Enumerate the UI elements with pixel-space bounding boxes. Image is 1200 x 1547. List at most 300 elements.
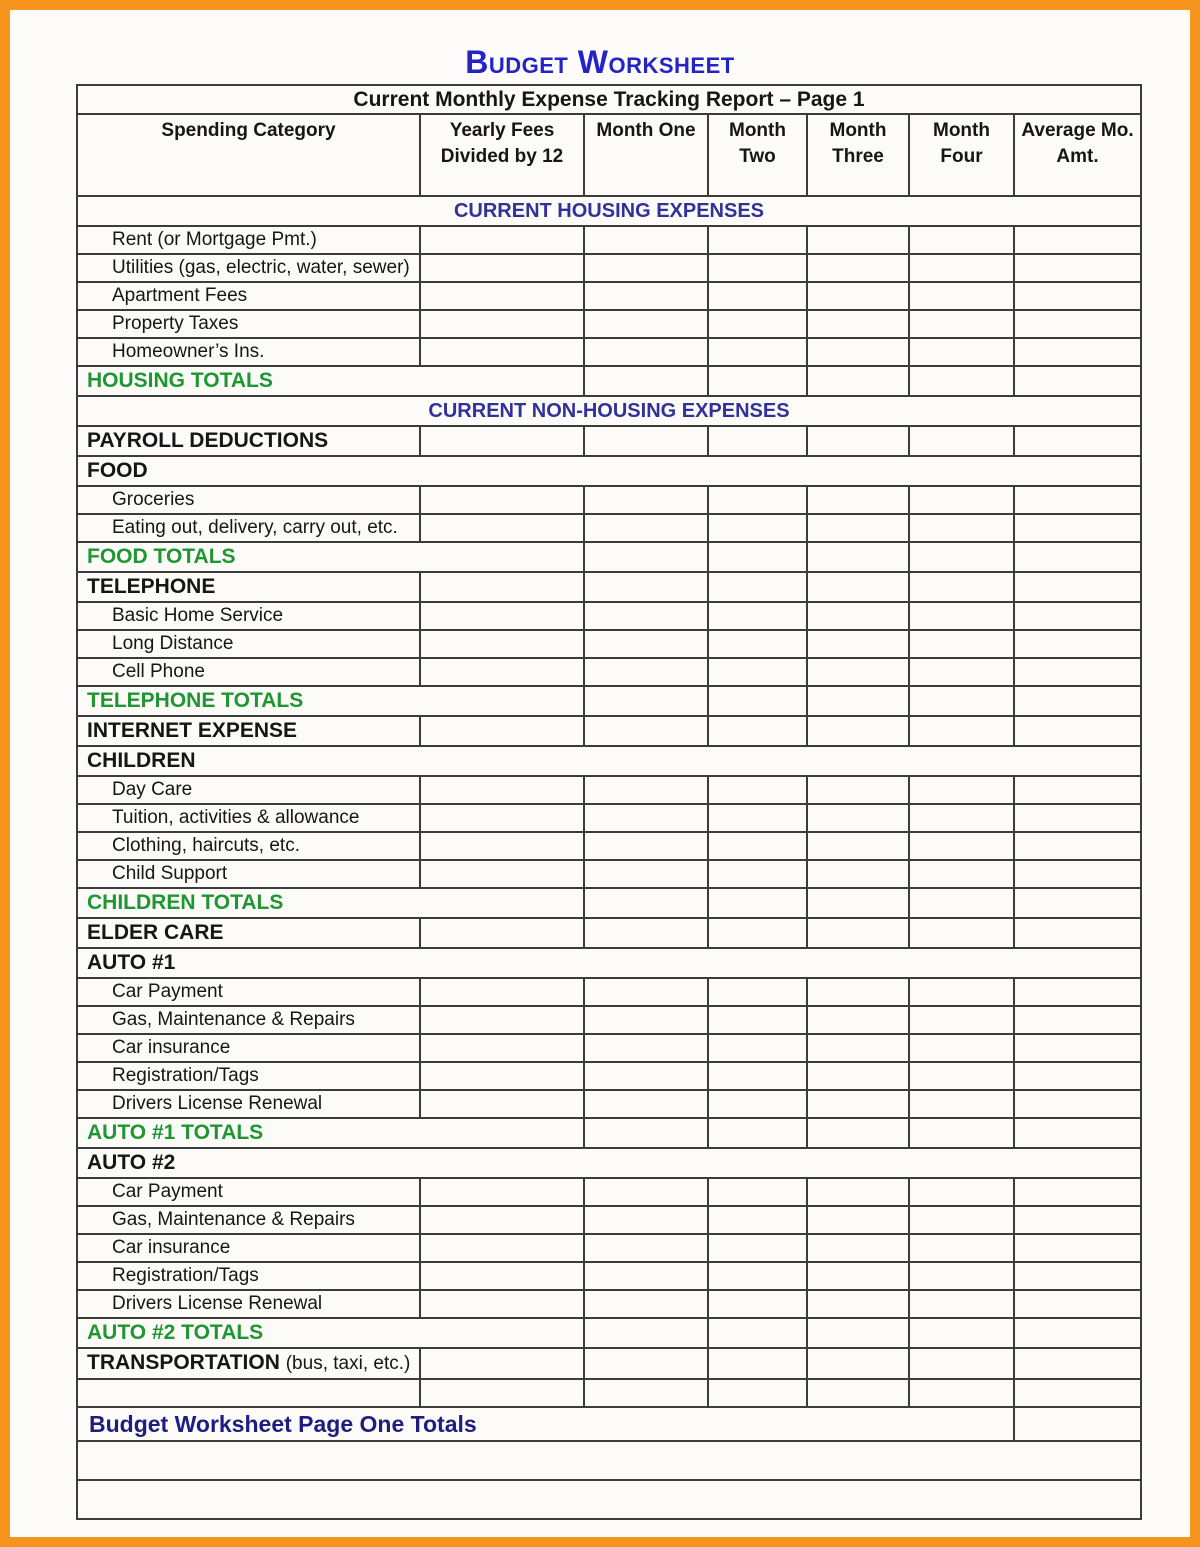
amount-cell [420,1348,584,1379]
amount-cell [584,1318,708,1348]
totals-row [77,1118,1141,1148]
amount-cell [420,572,584,602]
budget-table [76,84,1142,1520]
amount-cell [1014,1006,1141,1034]
amount-cell [807,716,909,746]
category-group-header: FOOD [77,456,1141,486]
item-row [77,310,1141,338]
amount-cell [1014,860,1141,888]
totals-row [77,686,1141,716]
amount-cell [909,226,1014,254]
expense-item-label [77,254,420,282]
expense-item-label [77,978,420,1006]
amount-cell [708,602,807,630]
label-text: Drivers License Renewal [112,1093,323,1114]
label-text: Clothing, haircuts, etc. [112,835,300,856]
amount-cell [807,572,909,602]
amount-cell [1014,602,1141,630]
amount-cell [807,486,909,514]
amount-cell [420,658,584,686]
amount-cell [584,602,708,630]
amount-cell [1014,918,1141,948]
amount-cell [807,686,909,716]
amount-cell [708,514,807,542]
amount-cell [584,978,708,1006]
expense-item-label [77,1262,420,1290]
blank-cell [77,1441,1141,1480]
amount-cell [807,658,909,686]
amount-cell [807,1379,909,1407]
expense-item-label [77,1178,420,1206]
expense-item-label [77,602,420,630]
expense-item-label [77,1234,420,1262]
section-header: CURRENT NON-HOUSING EXPENSES [77,396,1141,426]
amount-cell [1014,282,1141,310]
category-group-header: CHILDREN [77,746,1141,776]
amount-cell [807,1006,909,1034]
amount-cell [708,254,807,282]
amount-cell [909,282,1014,310]
amount-cell [420,486,584,514]
amount-cell [909,1178,1014,1206]
amount-cell [584,1379,708,1407]
amount-cell [584,514,708,542]
amount-cell [708,542,807,572]
amount-cell [1014,686,1141,716]
amount-cell [1014,658,1141,686]
amount-cell [909,542,1014,572]
item-row [77,978,1141,1006]
label-text: ELDER CARE [87,921,224,944]
item-row [77,1206,1141,1234]
item-row [77,338,1141,366]
amount-cell [420,1178,584,1206]
expense-item-label [77,1034,420,1062]
amount-cell [1014,776,1141,804]
amount-cell [807,1034,909,1062]
expense-item-label [77,338,420,366]
amount-cell [584,1262,708,1290]
amount-cell [1014,486,1141,514]
pagetotals-row [77,1407,1141,1441]
amount-cell [708,486,807,514]
amount-cell [1014,1379,1141,1407]
amount-cell [909,1006,1014,1034]
amount-cell [584,1178,708,1206]
item-row [77,1090,1141,1118]
amount-cell [807,602,909,630]
amount-cell [807,282,909,310]
amount-cell [909,716,1014,746]
amount-cell [708,832,807,860]
amount-cell [708,804,807,832]
amount-cell [909,572,1014,602]
expense-item-label [77,1090,420,1118]
amount-cell [584,776,708,804]
column-header-row [77,114,1141,196]
amount-cell [708,888,807,918]
amount-cell [909,602,1014,630]
amount-cell [909,514,1014,542]
page-title: Budget Worksheet [465,44,735,80]
amount-cell [1014,804,1141,832]
expense-item-label [77,658,420,686]
label-text: Rent (or Mortgage Pmt.) [112,229,317,250]
amount-cell [584,1348,708,1379]
amount-cell [1014,1118,1141,1148]
amount-cell [909,630,1014,658]
amount-cell [1014,226,1141,254]
amount-cell [909,1379,1014,1407]
amount-cell [807,542,909,572]
amount-cell [708,1178,807,1206]
label-text: Utilities (gas, electric, water, sewer) [112,257,410,278]
label-text: TELEPHONE [87,575,216,598]
amount-cell [708,226,807,254]
amount-cell [708,366,807,396]
label-text: Child Support [112,863,228,884]
item-row [77,1178,1141,1206]
amount-cell [909,918,1014,948]
label-text: Cell Phone [112,661,205,682]
label-text: INTERNET EXPENSE [87,719,298,742]
label-text: Car Payment [112,981,223,1002]
label-text: Car insurance [112,1037,231,1058]
label-text: Tuition, activities & allowance [112,807,360,828]
amount-cell [909,1118,1014,1148]
amount-cell [1014,832,1141,860]
item-row [77,514,1141,542]
item-row [77,1290,1141,1318]
amount-cell [909,1206,1014,1234]
amount-cell [708,1034,807,1062]
amount-cell [1014,542,1141,572]
amount-cell [1014,716,1141,746]
label-text: Homeowner’s Ins. [112,341,265,362]
expense-item-label [77,1379,420,1407]
amount-cell [1014,572,1141,602]
amount-cell [584,888,708,918]
amount-cell [584,254,708,282]
amount-cell [909,1034,1014,1062]
amount-cell [420,254,584,282]
report-subtitle: Current Monthly Expense Tracking Report – Page 1 [77,85,1141,114]
amount-cell [807,338,909,366]
groupwide-row [77,746,1141,776]
amount-cell [420,1290,584,1318]
amount-cell [708,1234,807,1262]
expense-item-label [77,1206,420,1234]
amount-cell [1014,310,1141,338]
amount-cell [1014,1234,1141,1262]
amount-cell [807,426,909,456]
expense-item-label [77,282,420,310]
amount-cell [420,310,584,338]
amount-cell [1014,630,1141,658]
blank-cell [77,1480,1141,1519]
label-text: TRANSPORTATION [87,1351,280,1374]
amount-cell [420,1379,584,1407]
amount-cell [708,426,807,456]
amount-cell [584,426,708,456]
item-row [77,860,1141,888]
table-body [77,196,1141,1519]
amount-cell [909,1090,1014,1118]
amount-cell [708,282,807,310]
amount-cell [909,426,1014,456]
amount-cell [708,716,807,746]
amount-cell [909,1348,1014,1379]
amount-cell [708,776,807,804]
item-row [77,1034,1141,1062]
amount-cell [420,1090,584,1118]
amount-cell [420,630,584,658]
group-row [77,426,1141,456]
label-text: Drivers License Renewal [112,1293,323,1314]
amount-cell [1014,366,1141,396]
totals-row [77,542,1141,572]
amount-cell [420,1206,584,1234]
column-header: Month Four [909,114,1014,196]
section-row [77,196,1141,226]
amount-cell [584,1062,708,1090]
category-group-label [77,572,420,602]
amount-cell [708,1118,807,1148]
totals-row [77,366,1141,396]
amount-cell [708,1379,807,1407]
expense-item-label [77,514,420,542]
amount-cell [807,776,909,804]
amount-cell [584,1118,708,1148]
expense-item-label [77,310,420,338]
column-header: Yearly Fees Divided by 12 [420,114,584,196]
amount-cell [584,572,708,602]
category-group-header: AUTO #1 [77,948,1141,978]
amount-cell [1014,1178,1141,1206]
item-row [77,282,1141,310]
report-subtitle-row [77,85,1141,114]
amount-cell [807,630,909,658]
amount-cell [708,630,807,658]
amount-cell [807,514,909,542]
expense-item-label [77,860,420,888]
amount-cell [1014,254,1141,282]
amount-cell [807,978,909,1006]
amount-cell [1014,1090,1141,1118]
item-row [77,1262,1141,1290]
label-text: Eating out, delivery, carry out, etc. [112,517,398,538]
amount-cell [708,686,807,716]
expense-item-label [77,1290,420,1318]
totals-label: CHILDREN TOTALS [77,888,584,918]
label-text: Registration/Tags [112,1265,259,1286]
amount-cell [708,310,807,338]
amount-cell [1014,338,1141,366]
amount-cell [708,1290,807,1318]
amount-cell [420,1234,584,1262]
amount-cell [708,572,807,602]
amount-cell [909,310,1014,338]
amount-cell [1014,1290,1141,1318]
amount-cell [1014,1034,1141,1062]
amount-cell [708,860,807,888]
amount-cell [584,832,708,860]
totals-label: HOUSING TOTALS [77,366,584,396]
amount-cell [420,716,584,746]
amount-cell [584,1290,708,1318]
amount-cell [807,804,909,832]
amount-cell [420,804,584,832]
column-header: Average Mo. Amt. [1014,114,1141,196]
amount-cell [909,1318,1014,1348]
amount-cell [807,1234,909,1262]
expense-item-label [77,1062,420,1090]
amount-cell [708,1090,807,1118]
amount-cell [420,918,584,948]
amount-cell [420,1062,584,1090]
amount-cell [420,860,584,888]
item-row [77,1062,1141,1090]
category-group-header: AUTO #2 [77,1148,1141,1178]
amount-cell [708,1206,807,1234]
group-row [77,918,1141,948]
item-row [77,486,1141,514]
expense-item-label [77,776,420,804]
amount-cell [420,978,584,1006]
expense-item-label [77,832,420,860]
amount-cell [584,366,708,396]
amount-cell [584,716,708,746]
amount-cell [807,1062,909,1090]
amount-cell [909,338,1014,366]
amount-cell [584,860,708,888]
amount-cell [909,1234,1014,1262]
amount-cell [420,776,584,804]
item-row [77,602,1141,630]
label-text: Day Care [112,779,193,800]
amount-cell [708,1006,807,1034]
amount-cell [909,888,1014,918]
table-head [77,85,1141,196]
amount-cell [909,832,1014,860]
blank-row [77,1480,1141,1519]
label-text: Gas, Maintenance & Repairs [112,1009,355,1030]
groupwide-row [77,456,1141,486]
amount-cell [420,832,584,860]
label-text: Car insurance [112,1237,231,1258]
amount-cell [807,226,909,254]
label-text: Property Taxes [112,313,239,334]
item-row [77,832,1141,860]
amount-cell [584,226,708,254]
amount-cell [807,1178,909,1206]
column-header: Month Three [807,114,909,196]
amount-cell [584,1206,708,1234]
amount-cell [708,978,807,1006]
amount-cell [909,486,1014,514]
amount-cell [584,630,708,658]
amount-cell [1014,1407,1141,1441]
column-header: Month One [584,114,708,196]
expense-item-label [77,226,420,254]
totals-label: FOOD TOTALS [77,542,584,572]
category-group-label [77,716,420,746]
label-text: Car Payment [112,1181,223,1202]
amount-cell [909,686,1014,716]
item-row [77,630,1141,658]
section-header: CURRENT HOUSING EXPENSES [77,196,1141,226]
amount-cell [807,254,909,282]
amount-cell [420,426,584,456]
amount-cell [420,226,584,254]
amount-cell [584,338,708,366]
amount-cell [584,486,708,514]
totals-row [77,1318,1141,1348]
amount-cell [909,1062,1014,1090]
category-group-label [77,918,420,948]
totals-label: TELEPHONE TOTALS [77,686,584,716]
amount-cell [807,310,909,338]
amount-cell [708,1062,807,1090]
column-header: Spending Category [77,114,420,196]
amount-cell [584,918,708,948]
amount-cell [1014,1262,1141,1290]
label-suffix: (bus, taxi, etc.) [285,1353,411,1374]
amount-cell [708,1348,807,1379]
column-header: Month Two [708,114,807,196]
amount-cell [807,1206,909,1234]
amount-cell [909,860,1014,888]
amount-cell [807,888,909,918]
amount-cell [708,1318,807,1348]
item-row [77,1006,1141,1034]
amount-cell [420,1006,584,1034]
amount-cell [584,1090,708,1118]
groupwide-row [77,948,1141,978]
amount-cell [807,1348,909,1379]
amount-cell [909,254,1014,282]
amount-cell [584,658,708,686]
label-text: Apartment Fees [112,285,248,306]
amount-cell [909,1262,1014,1290]
item-row [77,776,1141,804]
blank-row [77,1441,1141,1480]
amount-cell [1014,888,1141,918]
amount-cell [1014,1206,1141,1234]
amount-cell [584,282,708,310]
amount-cell [909,978,1014,1006]
groupwide-row [77,1148,1141,1178]
amount-cell [584,686,708,716]
label-text: PAYROLL DEDUCTIONS [87,429,329,452]
amount-cell [1014,978,1141,1006]
amount-cell [909,776,1014,804]
totals-row [77,888,1141,918]
amount-cell [807,1090,909,1118]
item-row [77,1234,1141,1262]
amount-cell [420,1262,584,1290]
category-group-label [77,1348,420,1379]
amount-cell [584,1234,708,1262]
label-text: Registration/Tags [112,1065,259,1086]
amount-cell [1014,514,1141,542]
amount-cell [807,1318,909,1348]
item-row [77,226,1141,254]
amount-cell [1014,1062,1141,1090]
amount-cell [909,1290,1014,1318]
item-row [77,658,1141,686]
amount-cell [420,282,584,310]
